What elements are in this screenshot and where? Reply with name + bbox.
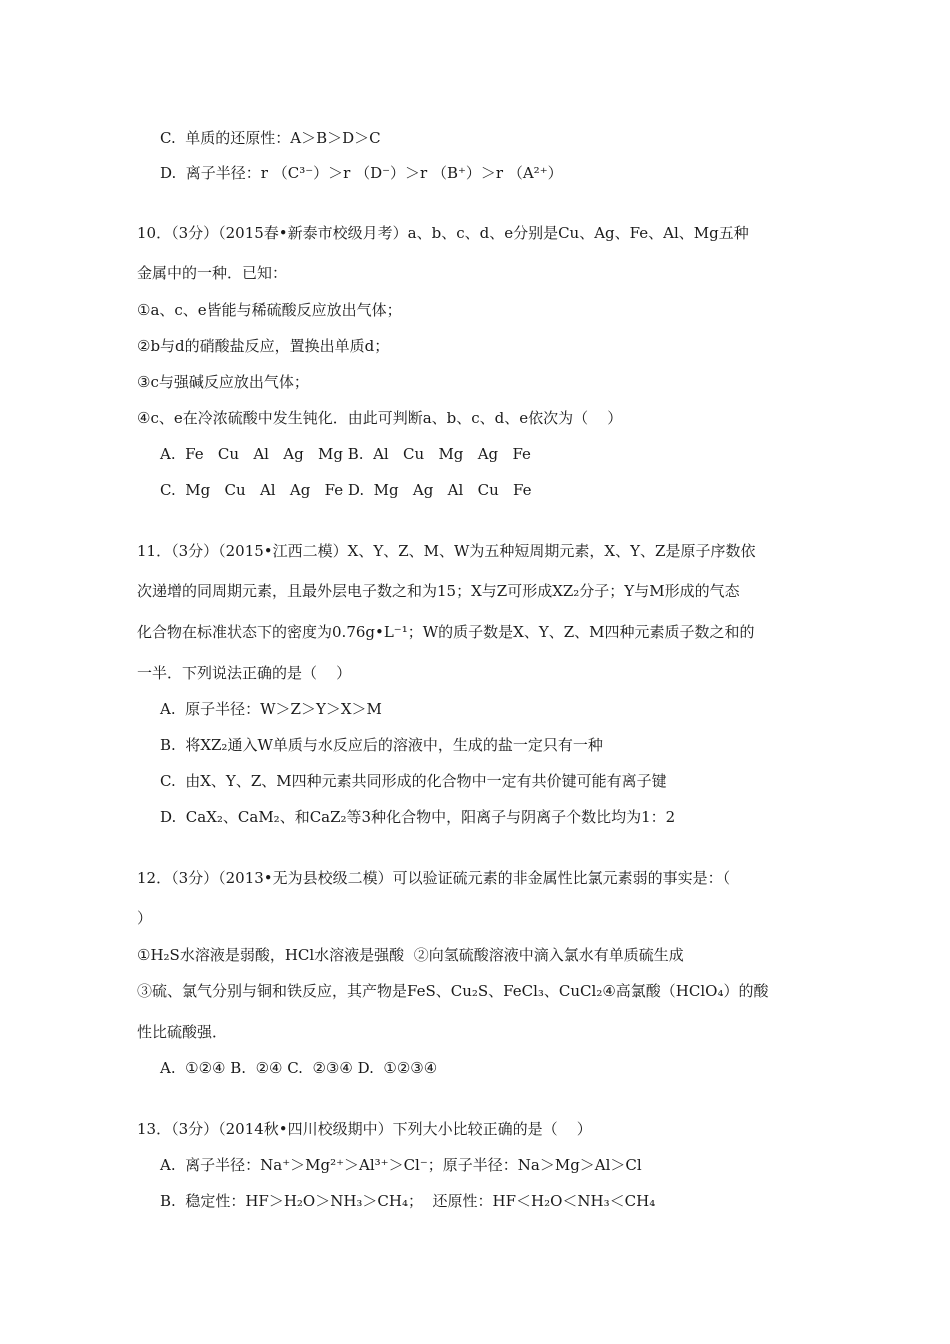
text-line: 11．（3分）（2015•江西二模）X、Y、Z、M、W为五种短周期元素，X、Y、Z是原子序数依 — [137, 542, 756, 560]
text-line: 性比硫酸强． — [137, 1023, 228, 1041]
text-line: 次递增的同周期元素，且最外层电子数之和为15；X与Z可形成XZ₂分子；Y与M形成的气态 — [137, 582, 740, 600]
text-line: ） — [137, 909, 153, 927]
text-line: B. 将XZ₂通入W单质与水反应后的溶液中，生成的盐一定只有一种 — [160, 736, 603, 754]
text-line: ①H₂S水溶液是弱酸，HCl水溶液是强酸 ②向氢硫酸溶液中滴入氯水有单质硫生成 — [137, 946, 684, 964]
text-line: 一半．下列说法正确的是（ ） — [137, 664, 352, 682]
text-line: A. Fe Cu Al Ag Mg B. Al Cu Mg Ag Fe — [160, 445, 531, 463]
text-line: 12．（3分）（2013•无为县校级二模）可以验证硫元素的非金属性比氯元素弱的事实是：（ — [137, 869, 731, 887]
text-line: 13．（3分）（2014秋•四川校级期中）下列大小比较正确的是（ ） — [137, 1120, 592, 1138]
text-line: A. 离子半径：Na⁺＞Mg²⁺＞Al³⁺＞Cl⁻；原子半径：Na＞Mg＞Al＞Cl — [160, 1156, 642, 1174]
text-line: 金属中的一种．已知： — [137, 264, 288, 282]
text-line: C. Mg Cu Al Ag Fe D. Mg Ag Al Cu Fe — [160, 481, 532, 499]
text-line: A. 原子半径：W＞Z＞Y＞X＞M — [160, 700, 382, 718]
text-line: ①a、c、e皆能与稀硫酸反应放出气体； — [137, 301, 402, 319]
text-line: D. CaX₂、CaM₂、和CaZ₂等3种化合物中，阳离子与阴离子个数比均为1：2 — [160, 808, 676, 826]
text-line: 10．（3分）（2015春•新泰市校级月考）a、b、c、d、e分别是Cu、Ag、Fe、Al、Mg五种 — [137, 224, 749, 242]
text-line: B. 稳定性：HF＞H₂O＞NH₃＞CH₄； 还原性：HF＜H₂O＜NH₃＜CH₄ — [160, 1192, 656, 1210]
text-line: ④c、e在冷浓硫酸中发生钝化．由此可判断a、b、c、d、e依次为（ ） — [137, 409, 623, 427]
text-line: ③c与强碱反应放出气体； — [137, 373, 309, 391]
text-line: ③硫、氯气分别与铜和铁反应，其产物是FeS、Cu₂S、FeCl₃、CuCl₂④高氯酸（HClO₄）的酸 — [137, 982, 769, 1000]
text-line: C. 由X、Y、Z、M四种元素共同形成的化合物中一定有共价键可能有离子键 — [160, 772, 667, 790]
text-line: C. 单质的还原性：A＞B＞D＞C — [160, 129, 381, 147]
text-line: ②b与d的硝酸盐反应，置换出单质d； — [137, 337, 390, 355]
text-line: 化合物在标准状态下的密度为0.76g•L⁻¹；W的质子数是X、Y、Z、M四种元素质子数之和的 — [137, 623, 755, 641]
text-line: D. 离子半径：r （C³⁻）＞r （D⁻）＞r （B⁺）＞r （A²⁺） — [160, 164, 563, 182]
text-line: A. ①②④ B. ②④ C. ②③④ D. ①②③④ — [160, 1059, 438, 1077]
